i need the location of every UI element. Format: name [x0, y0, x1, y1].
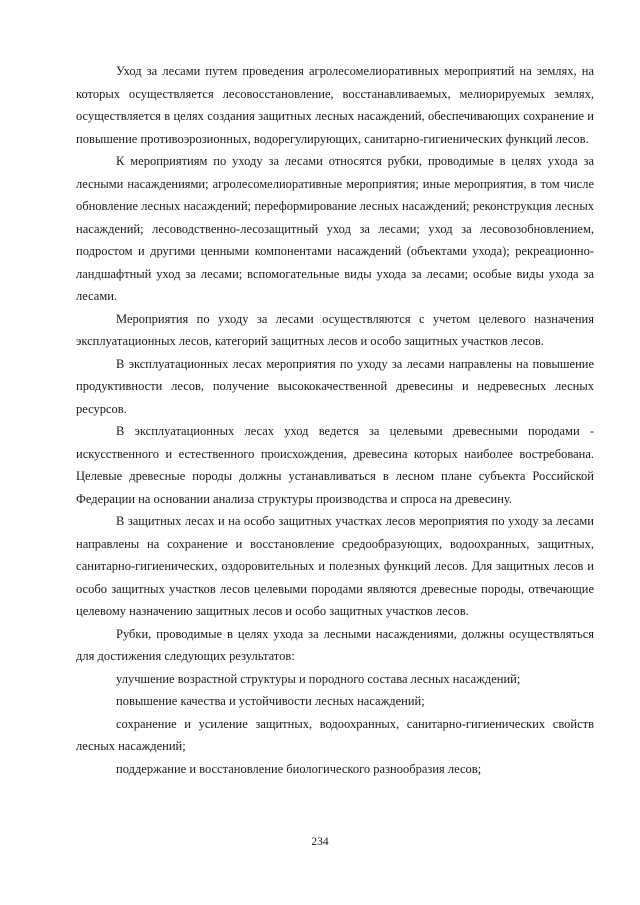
list-item-quality-stability: повышение качества и устойчивости лесных насаждений; — [116, 694, 425, 708]
page-number: 234 — [311, 836, 329, 848]
paragraph-target-species: В эксплуатационных лесах уход ведется за целевыми древесными породами - искусственного и естественного происхождения, древесина которых наиболее востребована. Целевые древесные породы должны устанавливаться в лесном плане субъекта Российской Федерации на основании анализа структуры производства и спроса на древесину. — [76, 424, 594, 506]
paragraph-forest-care-agroforestry: Уход за лесами путем проведения агролесомелиоративных мероприятий на землях, на которых осуществляется лесовосстановление, восстанавливаемых, мелиорируемых землях, осуществляется в целях создания защитных лесных насаждений, обеспечивающих сохранение и повышение противоэрозионных, водорегулирующих, санитарно-гигиенических функций лесов. — [76, 64, 594, 146]
list-item-age-structure: улучшение возрастной структуры и породного состава лесных насаждений; — [116, 671, 521, 686]
document-body — [76, 60, 594, 780]
list-item-biodiversity: поддержание и восстановление биологического разнообразия лесов; — [116, 761, 482, 776]
paragraph-protective-forests: В защитных лесах и на особо защитных участках лесов мероприятия по уходу за лесами направлены на сохранение и восстановление средообразующих, водоохранных, защитных, санитарно-гигиенических, оздоровительных и полезных функций лесов. Для защитных лесов и особо защитных участков лесов целевыми породами являются древесные породы, отвечающие целевому назначению защитных лесов и особо защитных участков лесов. — [76, 514, 594, 618]
list-item-protective-properties: сохранение и усиление защитных, водоохранных, санитарно-гигиенических свойств лесных насаждений; — [76, 716, 594, 753]
paragraph-cutting-results-intro: Рубки, проводимые в целях ухода за лесными насаждениями, должны осуществляться для достижения следующих результатов: — [76, 626, 594, 663]
paragraph-exploitation-forests-goals: В эксплуатационных лесах мероприятия по уходу за лесами направлены на повышение продуктивности лесов, получение высококачественной древесины и недревесных лесных ресурсов. — [76, 356, 594, 416]
paragraph-care-measures-list: К мероприятиям по уходу за лесами относятся рубки, проводимые в целях ухода за лесными насаждениями; агролесомелиоративные мероприятия; иные мероприятия, в том числе обновление лесных насаждений; переформирование лесных насаждений; реконструкция лесных насаждений; лесоводственно-лесозащитный уход за лесами; уход за лесовозобновлением, подростом и другими ценными компонентами насаждений (объектами ухода); рекреационно-ландшафтный уход за лесами; вспомогательные виды ухода за лесами; особые виды ухода за лесами. — [76, 154, 594, 303]
paragraph-care-target-purpose: Мероприятия по уходу за лесами осуществляются с учетом целевого назначения эксплуатационных лесов, категорий защитных лесов и особо защитных участков лесов. — [76, 311, 594, 348]
